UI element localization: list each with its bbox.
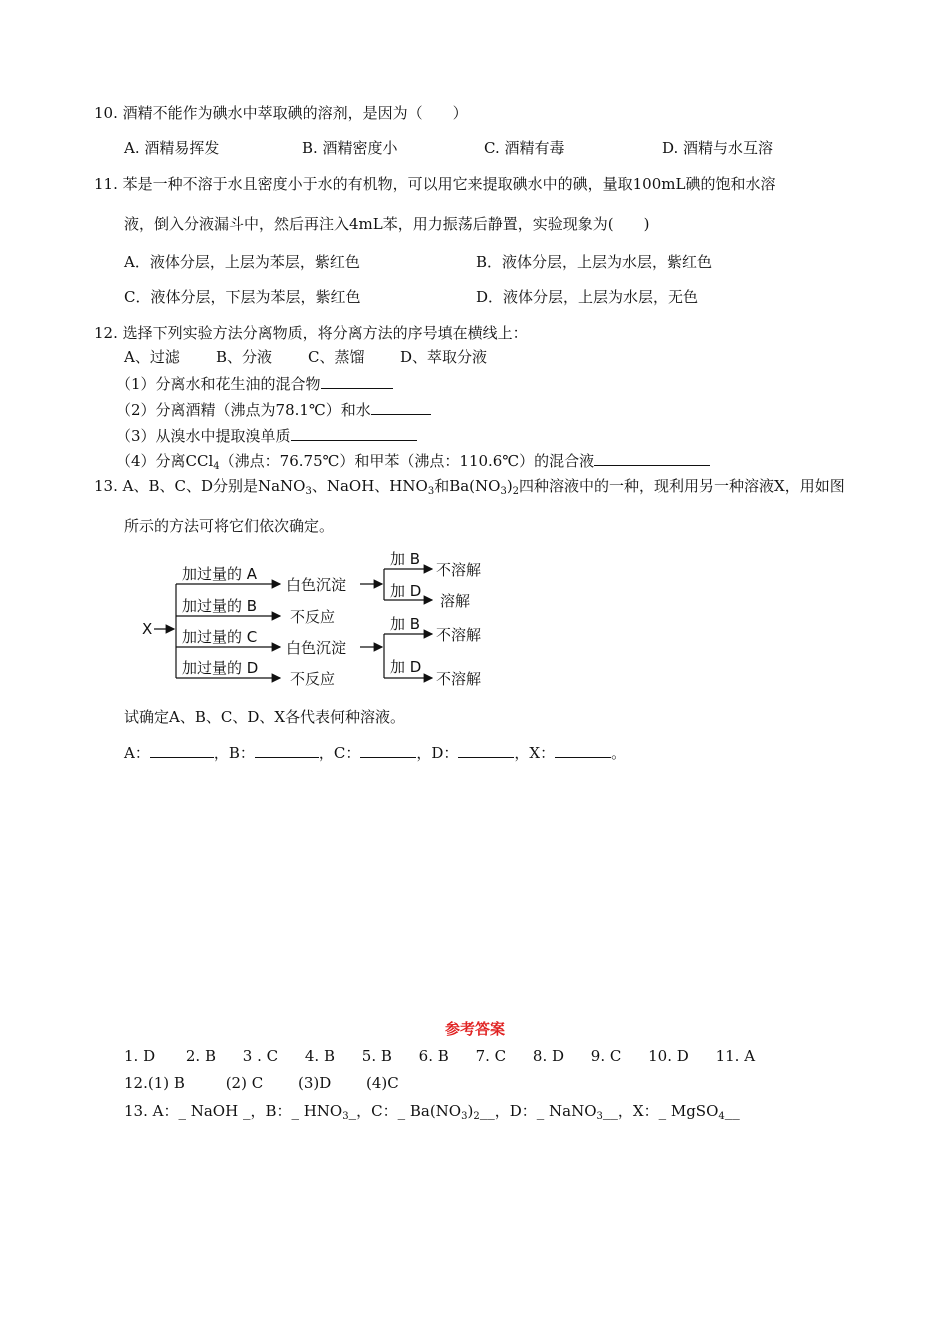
q10-stem: 10. 酒精不能作为碘水中萃取碘的溶剂，是因为（ ） [94, 104, 468, 122]
diagram-branch-d: 加过量的 D [182, 659, 259, 677]
q10-option-d: D. 酒精与水互溶 [662, 139, 774, 157]
answers-line-3: 13. A：_ NaOH _，B：_ $HNO_3\_$，C：_ $Ba(NO_3)_2\_\_$，D：_ NaNO$_3$__，X：_ MgSO$_4$__ [124, 1102, 740, 1122]
q12-item-1: （1）分离水和花生油的混合物 [116, 373, 393, 394]
diagram-subtest-4: 加 D [390, 658, 422, 676]
q12-stem: 12. 选择下列实验方法分离物质，将分离方法的序号填在横线上： [94, 324, 528, 342]
q12-method-a: A、过滤 [124, 348, 180, 366]
answers-line-1: 1. D 2. B 3 . C 4. B 5. B 6. B 7. C 8. D 9. C 10. D 11. A [124, 1047, 756, 1065]
diagram-result-b: 不反应 [290, 608, 336, 626]
diagram-subtest-1: 加 B [390, 550, 421, 568]
answer-blank-c[interactable] [360, 742, 416, 758]
answer-blank[interactable] [321, 373, 393, 389]
q12-item-4: （4）分离CCl$_4$（沸点：76.75℃）和甲苯（沸点：110.6℃）的混合液 [116, 450, 710, 471]
q12-item-2: （2）分离酒精（沸点为78.1℃）和水 [116, 399, 431, 420]
q11-option-b: B．液体分层，上层为水层，紫红色 [476, 253, 713, 271]
q12-method-b: B、分液 [216, 348, 273, 366]
q11-option-c: C．液体分层，下层为苯层，紫红色 [124, 288, 361, 306]
diagram-branch-c: 加过量的 C [182, 628, 258, 646]
q11-stem-line1: 11. 苯是一种不溶于水且密度小于水的有机物，可以用它来提取碘水中的碘，量取100mL碘的饱和水溶 [94, 175, 776, 193]
diagram-subresult-3: 不溶解 [436, 626, 482, 644]
q13-prompt: 试确定A、B、C、D、X各代表何种溶液。 [124, 708, 406, 726]
diagram-subtest-2: 加 D [390, 582, 422, 600]
diagram-branch-a: 加过量的 A [182, 565, 258, 583]
diagram-subresult-1: 不溶解 [436, 561, 482, 579]
answer-blank-d[interactable] [458, 742, 514, 758]
diagram-x-label: X [142, 620, 153, 638]
q11-option-a: A．液体分层，上层为苯层，紫红色 [124, 253, 360, 271]
q13-flow-diagram [140, 544, 500, 694]
answers-title: 参考答案 [444, 1020, 505, 1038]
q11-option-d: D．液体分层，上层为水层，无色 [476, 288, 699, 306]
q10-option-c: C. 酒精有毒 [484, 139, 565, 157]
q10-option-b: B. 酒精密度小 [302, 139, 398, 157]
q11-stem-line2: 液，倒入分液漏斗中，然后再注入4mL苯，用力振荡后静置，实验现象为( ) [124, 215, 650, 233]
q13-answer-blanks: A： ，B： ，C： ，D： ，X： 。 [124, 744, 627, 762]
answers-line-2: 12.(1) B (2) C (3)D (4)C [124, 1074, 399, 1092]
diagram-result-a: 白色沉淀 [286, 576, 347, 594]
diagram-result-d: 不反应 [290, 670, 336, 688]
diagram-subtest-3: 加 B [390, 615, 421, 633]
diagram-result-c: 白色沉淀 [286, 639, 347, 657]
q10-option-a: A. 酒精易挥发 [124, 139, 220, 157]
diagram-subresult-4: 不溶解 [436, 670, 482, 688]
q13-stem-line2: 所示的方法可将它们依次确定。 [124, 517, 335, 535]
answer-blank-a[interactable] [150, 742, 214, 758]
diagram-subresult-2: 溶解 [440, 592, 471, 610]
q12-method-c: C、蒸馏 [308, 348, 365, 366]
diagram-branch-b: 加过量的 B [182, 597, 258, 615]
q12-method-d: D、萃取分液 [400, 348, 488, 366]
q13-stem-line1: 13. A、B、C、D分别是NaNO$_3$、NaOH、$HNO_3$和$Ba(NO_3)_2$四种溶液中的一种，现利用另一种溶液X，用如图 [94, 477, 845, 497]
q12-item-3: （3）从溴水中提取溴单质 [116, 425, 417, 446]
answer-blank-b[interactable] [255, 742, 319, 758]
answer-blank[interactable] [594, 450, 710, 466]
answer-blank[interactable] [291, 425, 417, 441]
answer-blank-x[interactable] [555, 742, 611, 758]
answer-blank[interactable] [371, 399, 431, 415]
